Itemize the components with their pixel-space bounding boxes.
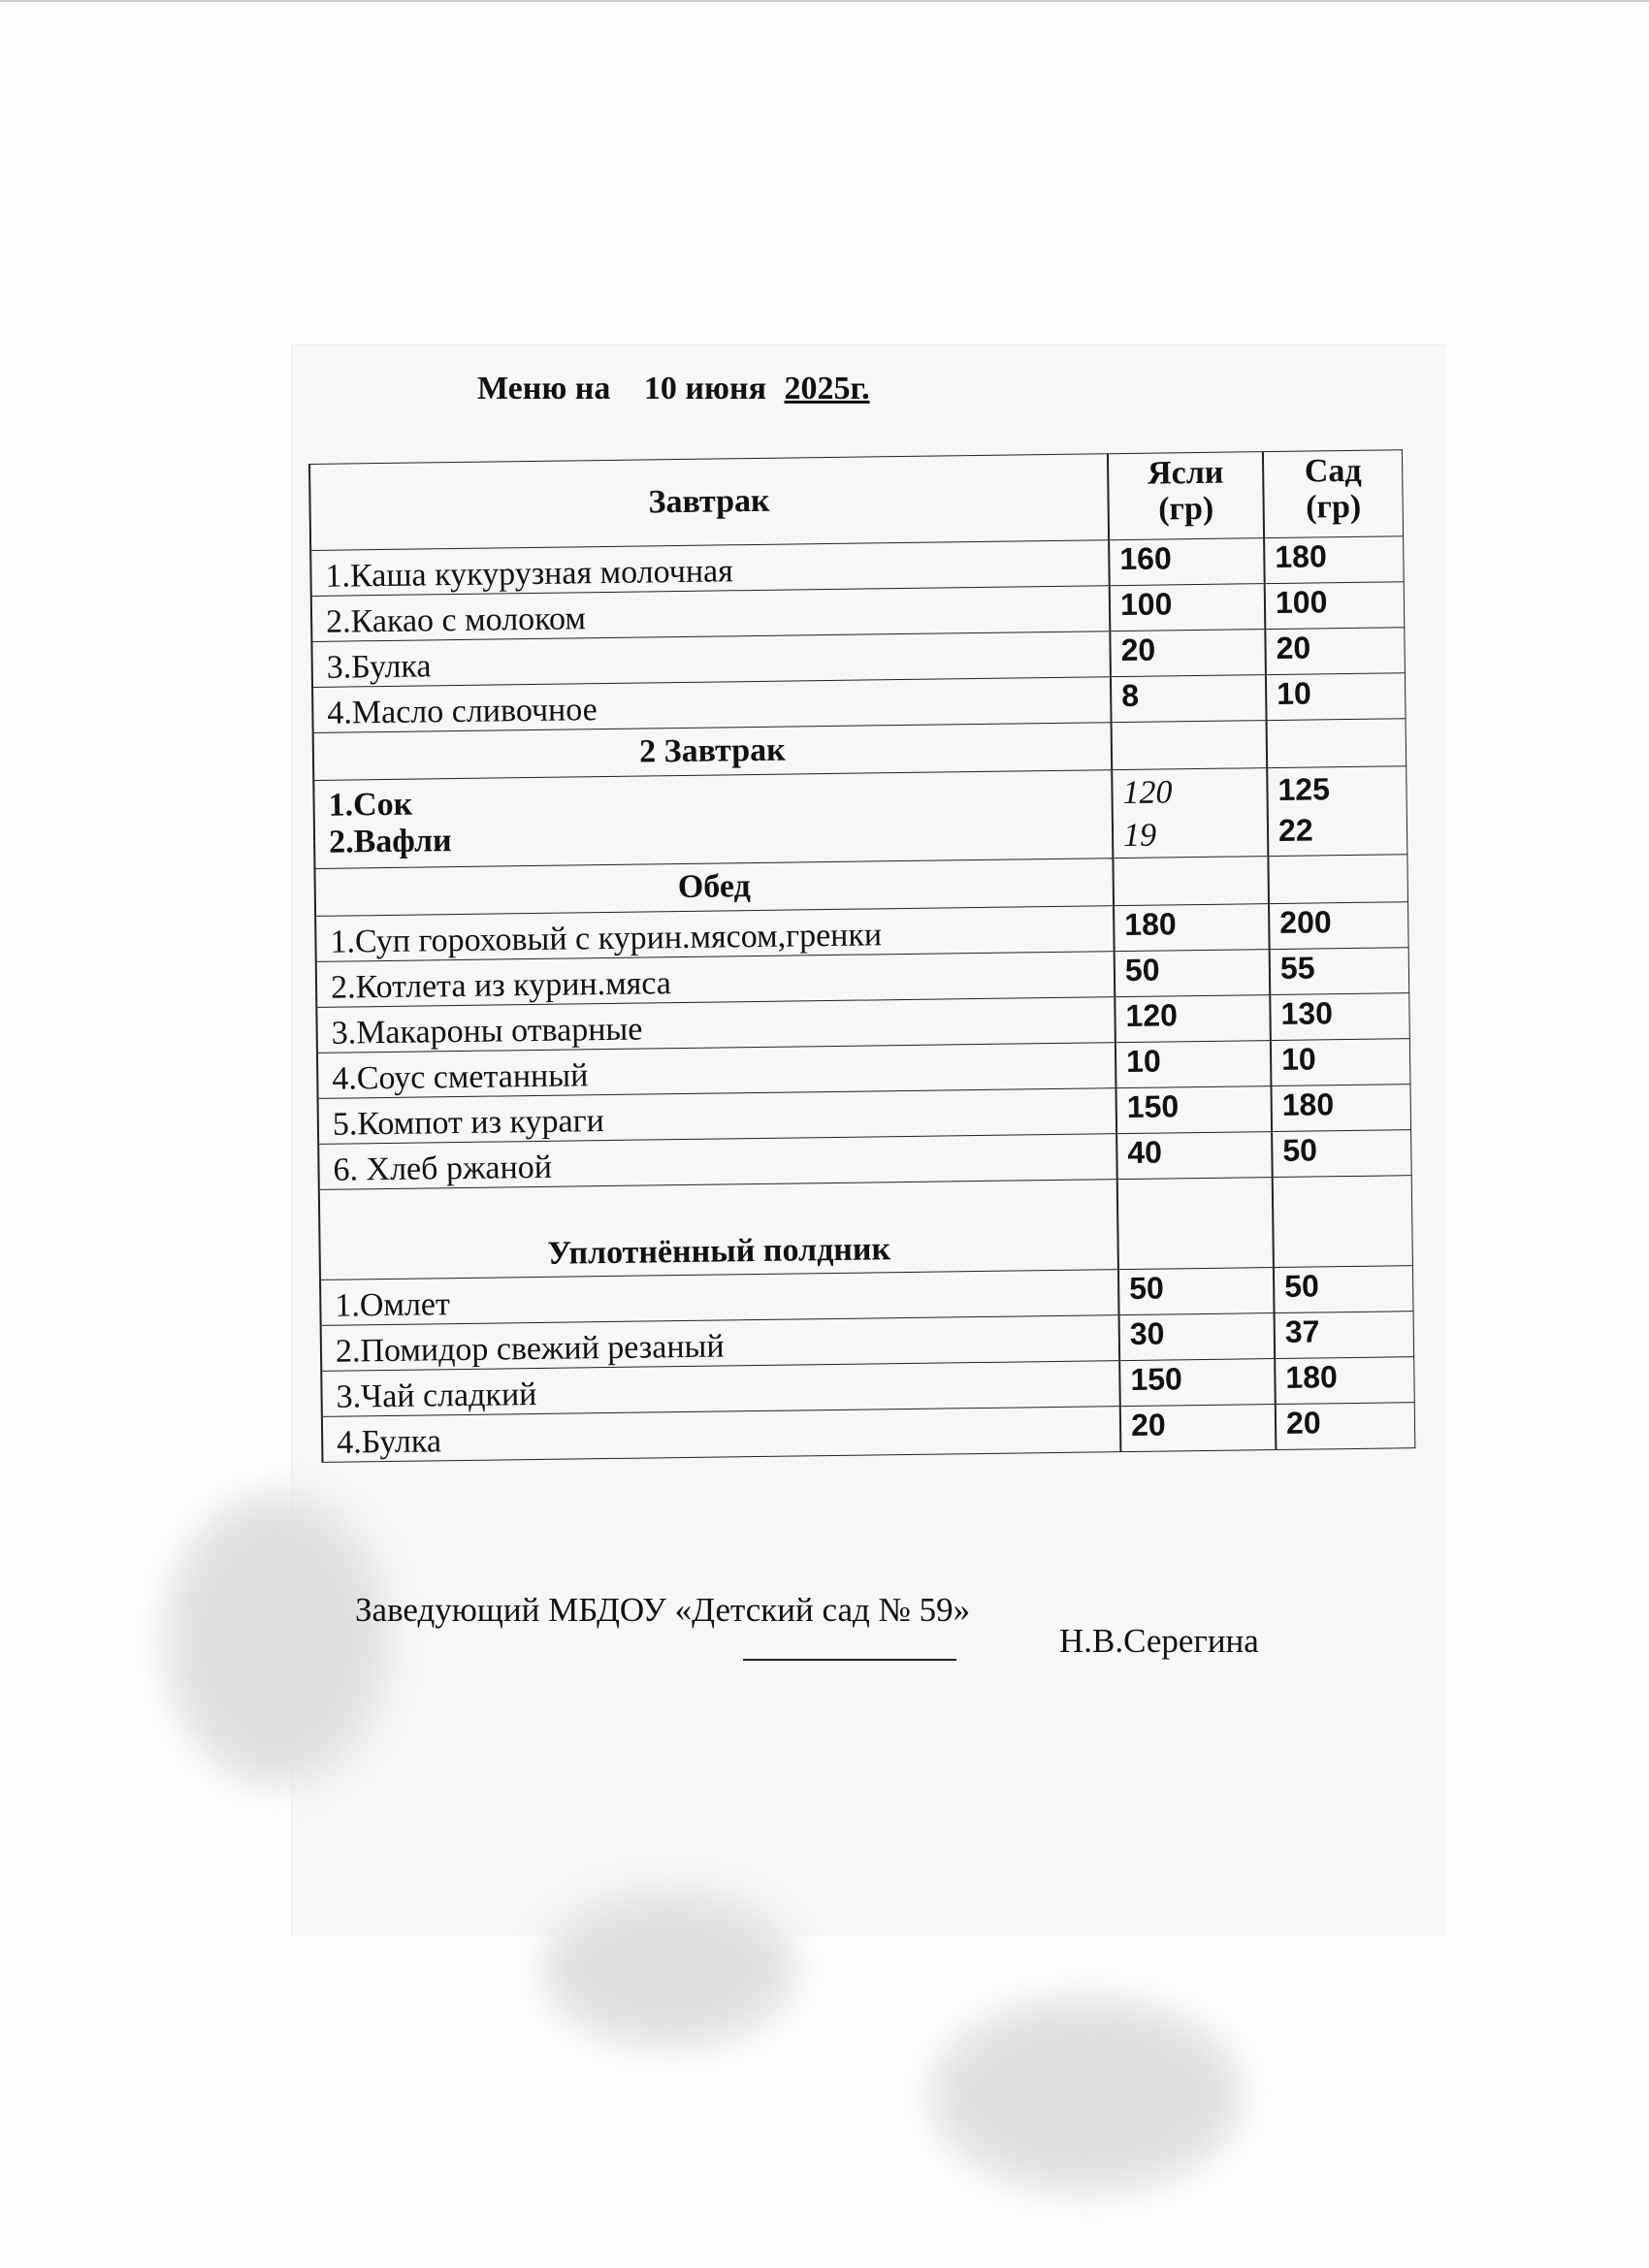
signature-line — [743, 1659, 956, 1661]
yasli-amount: 30 — [1119, 1313, 1276, 1361]
dish-name: 4.Булка — [322, 1407, 1121, 1463]
sad-amount: 50 — [1274, 1266, 1413, 1313]
table-header-row — [309, 450, 1404, 551]
footer-organization: Заведующий МБДОУ «Детский сад № 59» — [355, 1591, 971, 1629]
yasli-amount: 160 — [1109, 538, 1265, 586]
yasli-amount: 8 — [1111, 675, 1267, 723]
title-year: 2025г. — [784, 371, 870, 406]
dish-name: 2.Какао с молоком — [311, 586, 1111, 642]
dish-name: 1.Омлет — [320, 1270, 1119, 1326]
dish-name: 6. Хлеб ржаной — [318, 1134, 1117, 1190]
yasli-amount: 120 — [1115, 995, 1271, 1043]
dish-name: 1.Каша кукурузная молочная — [310, 540, 1110, 597]
empty-cell — [1268, 855, 1407, 904]
dish-name: 3.Макароны отварные — [316, 997, 1116, 1053]
sad-amount: 20 — [1276, 1403, 1415, 1450]
sad-amount: 180 — [1264, 536, 1404, 584]
yasli-amount: 20 — [1110, 630, 1266, 677]
header-sad-line2: (гр) — [1305, 489, 1362, 526]
dish-name: 1.Суп гороховый с курин.мясом,гренки — [315, 906, 1115, 962]
section-title-second-breakfast: 2 Завтрак — [313, 723, 1113, 781]
section-title-snack: Уплотнённый полдник — [319, 1180, 1118, 1280]
yasli-amount: 100 — [1110, 584, 1266, 632]
yasli-amount: 50 — [1118, 1268, 1275, 1315]
smudge-left — [165, 1494, 388, 1785]
header-sad-line1: Сад — [1304, 452, 1362, 490]
sad-amount: 50 — [1272, 1130, 1411, 1178]
empty-cell — [1117, 1178, 1274, 1270]
sad-amount: 180 — [1275, 1357, 1414, 1405]
menu-title — [477, 371, 870, 407]
empty-cell — [1273, 1176, 1413, 1268]
section-row-snack — [319, 1176, 1413, 1280]
dish-name: 3.Булка — [311, 632, 1111, 688]
sad-amount: 100 — [1265, 582, 1405, 630]
dish-name: 2.Котлета из курин.мяса — [316, 952, 1116, 1008]
header-sad — [1263, 450, 1404, 538]
header-yasli-line2: (гр) — [1157, 491, 1214, 528]
smudge-bottom-right — [931, 1998, 1242, 2192]
yasli-amount: 180 — [1114, 904, 1270, 952]
scan-edge — [0, 0, 1649, 2]
yasli-amount: 20 — [1120, 1405, 1277, 1452]
yasli-amount: 10 — [1116, 1041, 1272, 1088]
empty-cell — [1267, 719, 1406, 768]
dish-name: 5.Компот из кураги — [318, 1088, 1117, 1145]
sad-amount: 130 — [1270, 993, 1409, 1041]
sad-amount: 37 — [1275, 1312, 1414, 1359]
sad-amount: 55 — [1270, 948, 1409, 995]
yasli-amount: 120 — [1122, 774, 1173, 812]
sad-amount: 20 — [1265, 628, 1405, 675]
table-row-second-breakfast — [313, 766, 1407, 869]
dish-name: 4.Соус сметанный — [317, 1043, 1116, 1099]
sad-amount: 10 — [1271, 1039, 1410, 1086]
dish-name: 1.Сок — [328, 786, 413, 824]
sad-amount: 125 — [1277, 771, 1331, 807]
yasli-amount: 150 — [1116, 1086, 1273, 1134]
yasli-amount: 50 — [1115, 950, 1271, 997]
dish-name: 3.Чай сладкий — [321, 1361, 1120, 1417]
section-title-lunch: Обед — [314, 859, 1114, 917]
dish-name-combo — [313, 770, 1113, 869]
empty-cell — [1113, 857, 1269, 906]
header-yasli — [1108, 452, 1264, 540]
dish-name: 2.Помидор свежий резаный — [321, 1315, 1120, 1372]
dish-name: 2.Вафли — [328, 823, 452, 860]
dish-name: 4.Масло сливочное — [312, 677, 1112, 733]
sad-amount: 200 — [1269, 902, 1408, 950]
menu-table — [308, 449, 1415, 1463]
yasli-amount: 150 — [1119, 1359, 1276, 1407]
yasli-amount-combo — [1112, 768, 1268, 859]
header-yasli-line1: Ясли — [1147, 454, 1224, 492]
header-breakfast: Завтрак — [309, 454, 1109, 551]
title-day: 10 июня — [643, 371, 766, 406]
sad-amount: 10 — [1266, 673, 1406, 721]
footer-signatory: Н.В.Серегина — [1059, 1622, 1259, 1660]
title-prefix: Меню на — [477, 371, 611, 406]
sad-amount: 22 — [1277, 812, 1313, 848]
sad-amount: 180 — [1271, 1085, 1410, 1132]
yasli-amount: 19 — [1122, 817, 1157, 855]
sad-amount-combo — [1267, 766, 1407, 857]
smudge-bottom-left — [543, 1892, 795, 2047]
empty-cell — [1112, 721, 1268, 770]
yasli-amount: 40 — [1116, 1132, 1273, 1180]
